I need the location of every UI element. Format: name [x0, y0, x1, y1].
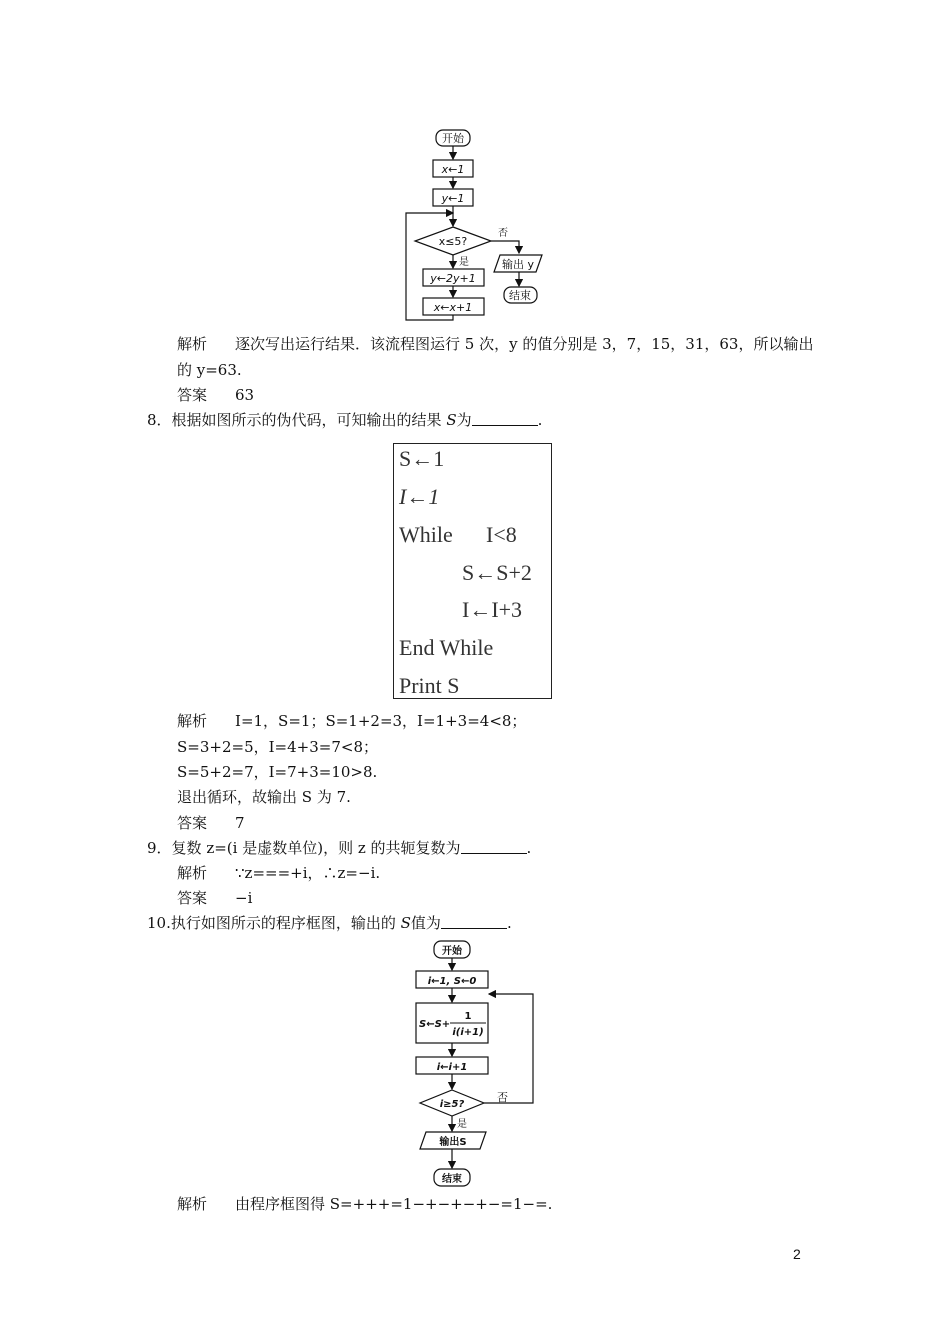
- q10-question: 10.执行如图所示的程序框图，输出的 S值为 .: [147, 914, 512, 932]
- flow2-update-left-text: S←S+: [419, 1019, 451, 1030]
- q7-analysis-line-2: 的 y=63.: [177, 361, 242, 379]
- page-number: 2: [793, 1246, 801, 1262]
- flow2-yes-label: 是: [457, 1119, 467, 1130]
- answer-blank: [461, 839, 527, 854]
- flow1-output-text: 输出 y: [501, 258, 535, 271]
- flow2-cond-text: i≥5?: [439, 1099, 465, 1110]
- flow1-start-text: 开始: [442, 132, 464, 145]
- code-line-6: End While: [399, 635, 494, 660]
- flowchart-2: [0, 935, 950, 1185]
- q9-question: 9．复数 z=(i 是虚数单位)，则 z 的共轭复数为 .: [147, 839, 532, 857]
- code-line-3-cond: I<8: [486, 522, 517, 547]
- q8-question: 8．根据如图所示的伪代码，可知输出的结果 S为 .: [147, 411, 543, 429]
- q8-analysis-line-3: S=5+2=7，I=7+3=10>8.: [177, 763, 378, 781]
- flow1-x-update-text: x←x+1: [433, 301, 473, 314]
- flow2-init-text: i←1, S←0: [427, 976, 477, 987]
- flow2-end-text: 结束: [442, 1174, 462, 1185]
- q8-analysis-line-4: 退出循环，故输出 S 为 7.: [177, 788, 351, 806]
- flow2-i-update-text: i←i+1: [436, 1062, 468, 1073]
- flow1-y-update-text: y←2y+1: [430, 272, 476, 285]
- flow1-no-label: 否: [498, 228, 508, 239]
- flow2-start-text: 开始: [442, 946, 462, 957]
- flow2-frac-den: i(i+1): [452, 1027, 484, 1038]
- q9-analysis: 解析 ∵z===+i，∴z=−i.: [177, 864, 381, 882]
- pseudocode-box: [393, 443, 552, 699]
- code-line-5: I←I+3: [462, 597, 523, 622]
- q7-answer: 答案 63: [177, 386, 255, 404]
- flow2-output-text: 输出S: [439, 1137, 467, 1148]
- flow1-x-init-text: x←1: [441, 163, 465, 176]
- flow1-end-text: 结束: [509, 289, 531, 302]
- code-line-4: S←S+2: [462, 560, 532, 585]
- flow1-y-init-text: y←1: [441, 192, 465, 205]
- flow1-yes-label: 是: [459, 257, 469, 268]
- flow2-frac-num: 1: [464, 1011, 472, 1022]
- q9-answer: 答案 −i: [177, 889, 253, 907]
- q8-answer: 答案 7: [177, 814, 245, 832]
- code-line-3: While: [399, 522, 453, 547]
- q8-analysis-line-1: 解析 I=1，S=1；S=1+2=3，I=1+3=4<8；: [177, 712, 527, 730]
- q7-analysis-line-1: 解析 逐次写出运行结果．该流程图运行 5 次，y 的值分别是 3，7，15，31，63，所以输出: [177, 335, 814, 353]
- flow1-cond-text: x≤5?: [438, 235, 468, 248]
- code-line-2: I←1: [399, 484, 440, 509]
- flowchart-1: [0, 0, 950, 330]
- answer-blank: [441, 914, 507, 929]
- q8-analysis-line-2: S=3+2=5，I=4+3=7<8；: [177, 738, 378, 756]
- code-line-7: Print S: [399, 673, 460, 698]
- flow2-no-label: 否: [497, 1091, 508, 1104]
- answer-blank: [472, 411, 538, 426]
- q10-analysis: 解析 由程序框图得 S=+++=1−+−+−+−=1−=.: [177, 1195, 553, 1213]
- code-line-1: S←1: [399, 446, 445, 471]
